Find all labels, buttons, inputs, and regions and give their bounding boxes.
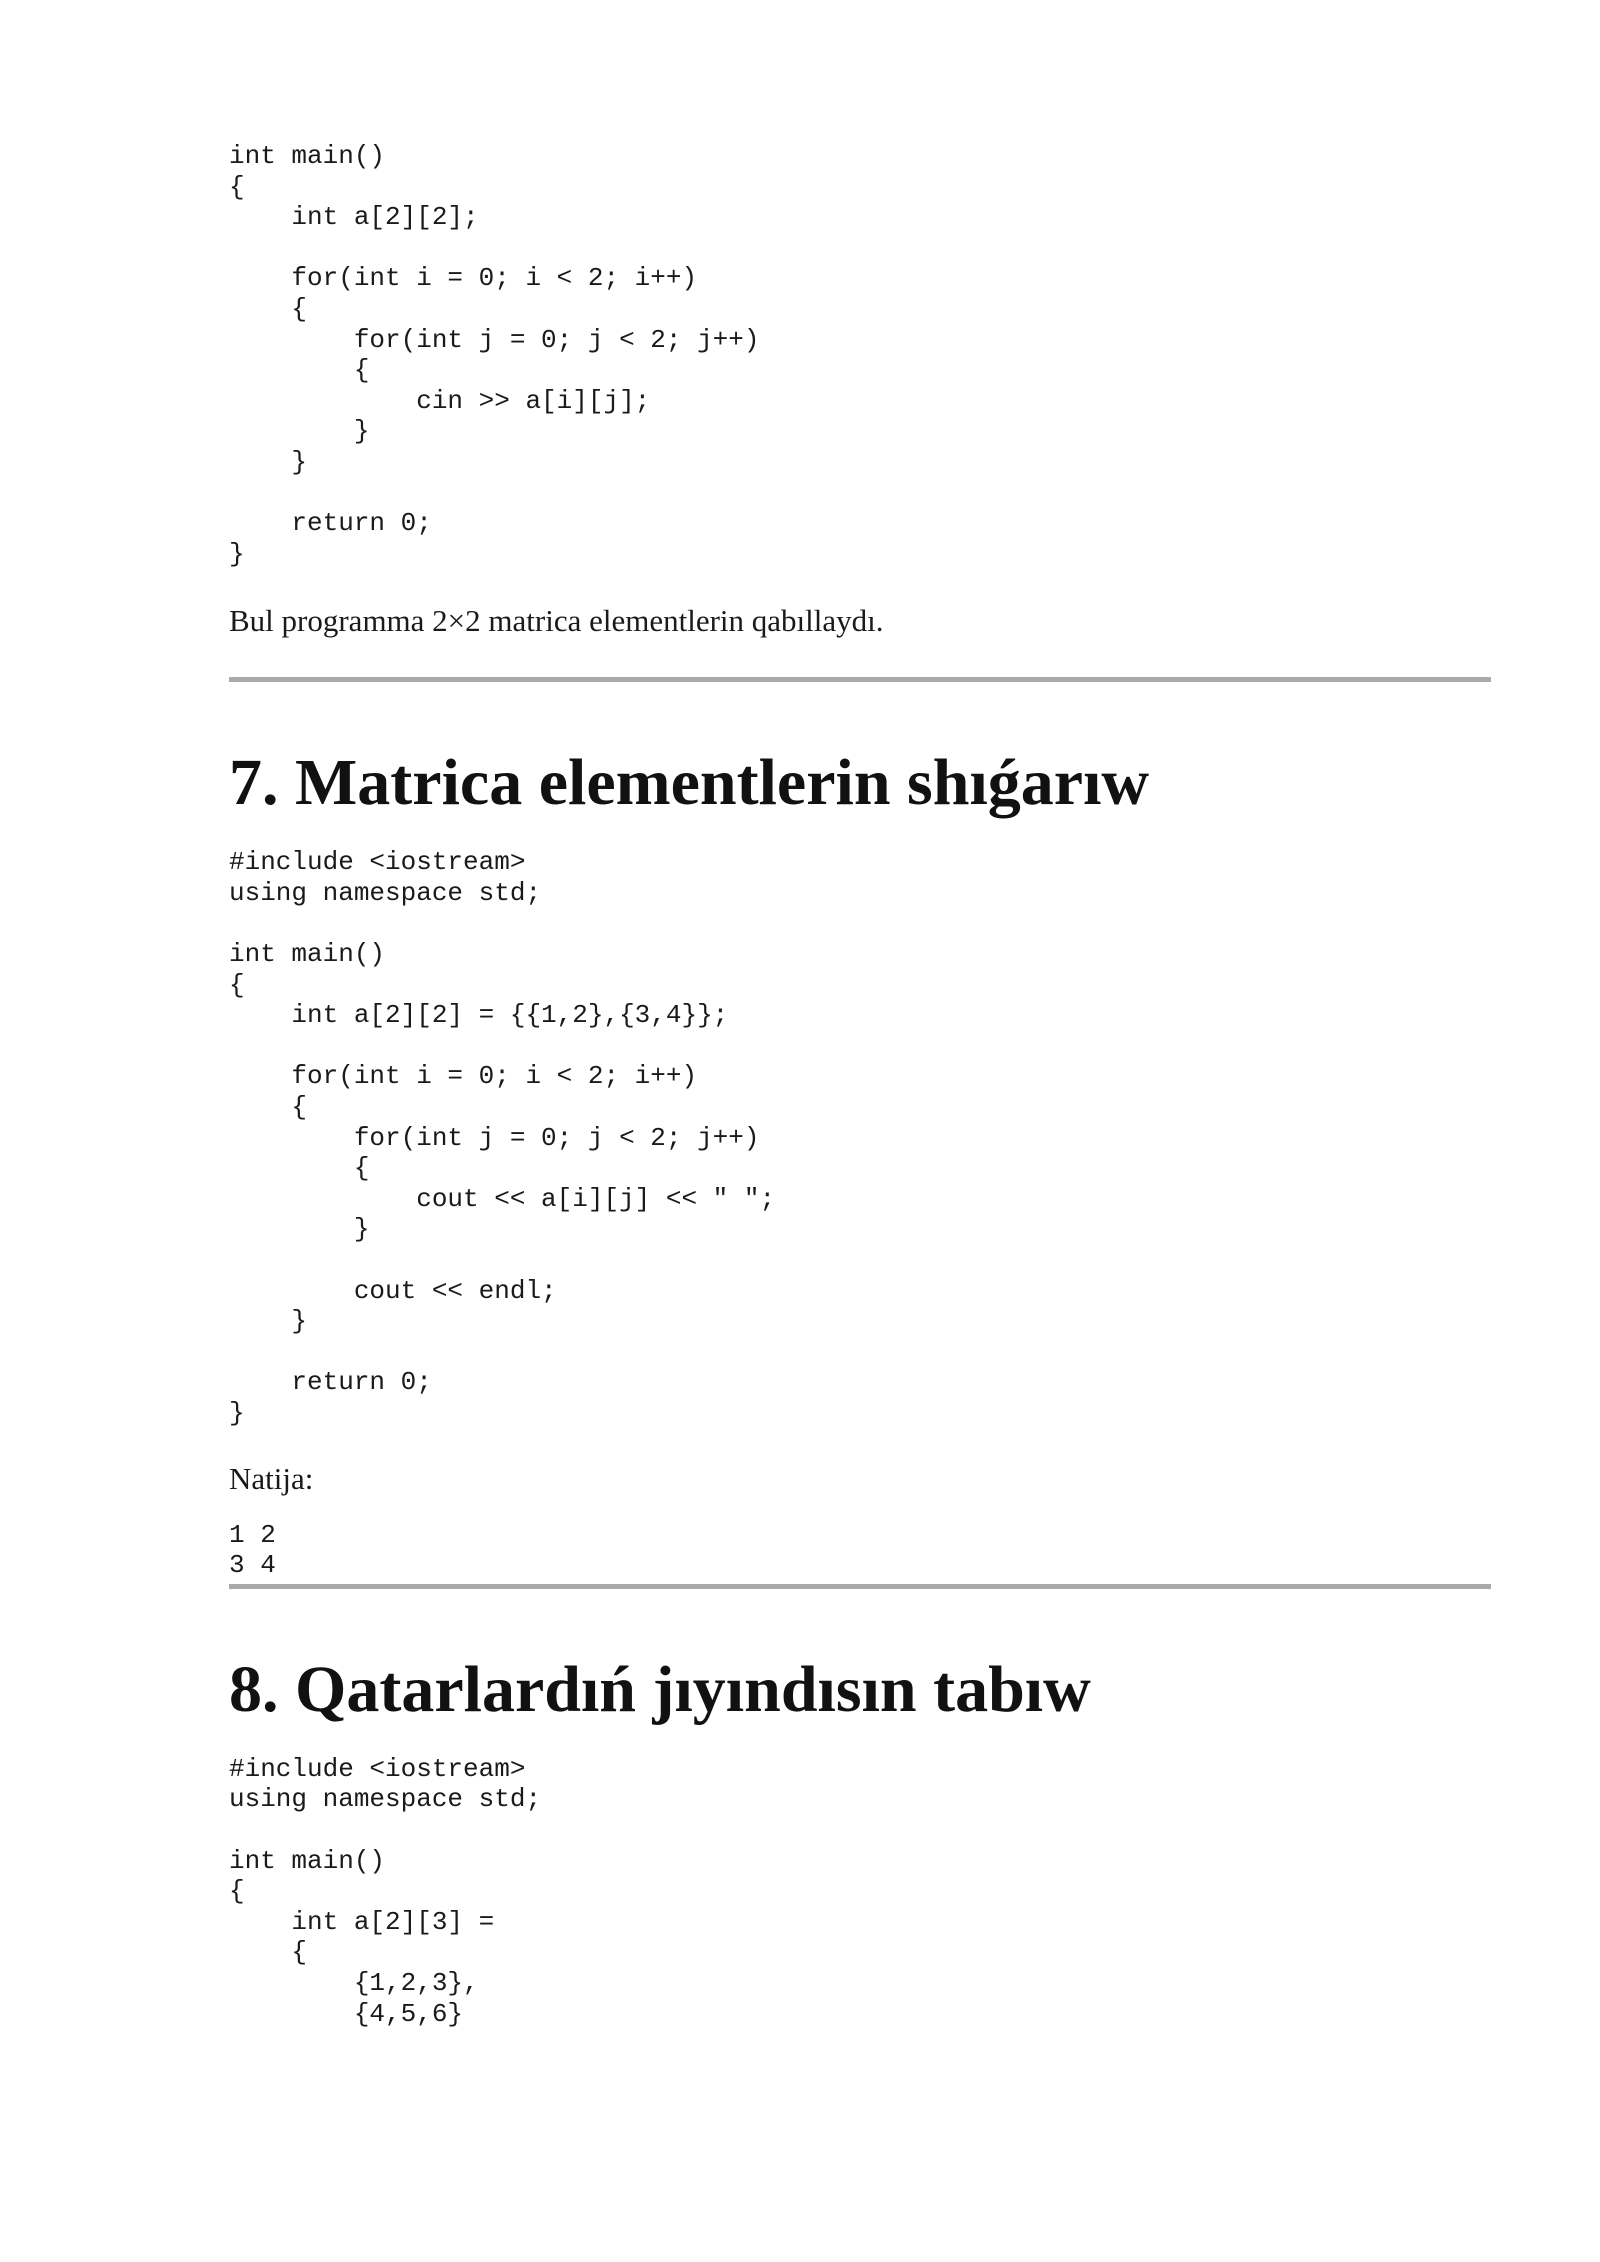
horizontal-rule — [229, 1584, 1491, 1589]
code-block-input-matrix: int main() { int a[2][2]; for(int i = 0; i < 2; i++) { for(int j = 0; j < 2; j++) { cin >> a[i][j]; } } return 0; } — [229, 141, 760, 569]
result-label: Natija: — [229, 1460, 314, 1496]
paragraph-description: Bul programma 2×2 matrica elementlerin qabıllaydı. — [229, 603, 884, 639]
code-block-row-sum: #include <iostream> using namespace std; int main() { int a[2][3] = { {1,2,3}, {4,5,6} — [229, 1753, 542, 2029]
code-block-print-matrix: #include <iostream> using namespace std; int main() { int a[2][2] = {{1,2},{3,4}}; for(int i = 0; i < 2; i++) { for(int j = 0; j < 2; j++) { cout << a[i][j] << " "; } cout << endl; } return 0; } — [229, 847, 776, 1428]
section-heading-7: 7. Matrica elementlerin shıǵarıw — [229, 746, 1150, 820]
document-page — [229, 141, 1491, 2029]
output-block: 1 2 3 4 — [229, 1519, 276, 1581]
horizontal-rule — [229, 677, 1491, 682]
section-heading-8: 8. Qatarlardıń jıyındısın tabıw — [229, 1652, 1091, 1726]
